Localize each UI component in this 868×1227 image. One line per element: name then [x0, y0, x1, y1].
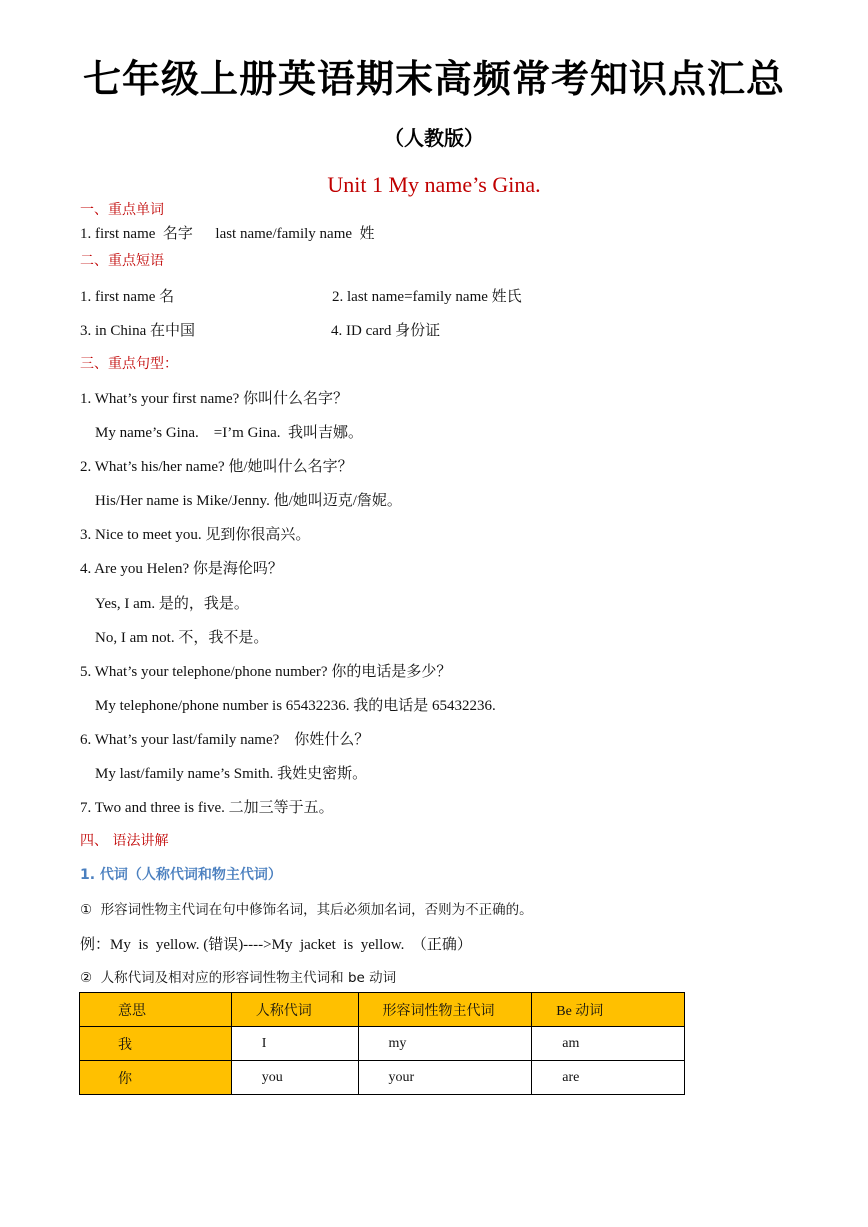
sentence-line: 3. Nice to meet you. 见到你很高兴。: [80, 527, 311, 543]
phrase-item: 3. in China 在中国: [80, 323, 195, 339]
grammar-example: 例：My is yellow. (错误)---->My jacket is yellow. （正确）: [80, 937, 472, 953]
document-subtitle: （人教版）: [384, 126, 484, 150]
section-heading-words: 一、重点单词: [80, 202, 164, 218]
grammar-point-1: ① 形容词性物主代词在句中修饰名词，其后必须加名词，否则为不正确的。: [80, 902, 533, 918]
table-cell: your: [358, 1061, 532, 1095]
sentence-line: 5. What’s your telephone/phone number? 你的电话是多少？: [80, 664, 452, 680]
sentence-line: His/Her name is Mike/Jenny. 他/她叫迈克/詹妮。: [95, 493, 402, 509]
grammar-point-2: ② 人称代词及相对应的形容词性物主代词和 be 动词: [80, 970, 397, 986]
sentence-line: 6. What’s your last/family name? 你姓什么？: [80, 732, 370, 748]
sentence-line: 7. Two and three is five. 二加三等于五。: [80, 800, 334, 816]
words-line: 1. first name 名字 last name/family name 姓: [80, 226, 375, 242]
sentence-line: My name’s Gina. =I’m Gina. 我叫吉娜。: [95, 425, 364, 441]
table-cell: my: [358, 1027, 532, 1061]
pronoun-table: [79, 992, 685, 1095]
sentence-line: No, I am not. 不，我不是。: [95, 630, 269, 646]
section-heading-grammar: 四、 语法讲解: [80, 833, 169, 849]
sentence-line: 4. Are you Helen? 你是海伦吗？: [80, 561, 283, 577]
table-row: [80, 1061, 685, 1095]
sentence-line: 1. What’s your first name? 你叫什么名字？: [80, 391, 349, 407]
sentence-line: My telephone/phone number is 65432236. 我的电话是 65432236.: [95, 698, 496, 714]
table-cell: am: [532, 1027, 685, 1061]
table-cell: I: [231, 1027, 358, 1061]
table-header-cell: 形容词性物主代词: [358, 993, 532, 1027]
sentence-line: My last/family name’s Smith. 我姓史密斯。: [95, 766, 368, 782]
table-cell: you: [231, 1061, 358, 1095]
phrase-item: 1. first name 名: [80, 289, 175, 305]
table-header-row: [80, 993, 685, 1027]
table-header-cell: 意思: [80, 993, 232, 1027]
unit-heading: Unit 1 My name’s Gina.: [327, 172, 541, 197]
section-heading-phrases: 二、重点短语: [80, 253, 164, 269]
table-cell: 我: [80, 1027, 232, 1061]
table-cell: 你: [80, 1061, 232, 1095]
section-heading-sentences: 三、重点句型：: [80, 356, 178, 372]
table-header-cell: 人称代词: [231, 993, 358, 1027]
grammar-subheading: 1. 代词（人称代词和物主代词）: [80, 867, 282, 883]
phrase-item: 2. last name=family name 姓氏: [332, 289, 522, 305]
table-row: [80, 1027, 685, 1061]
table-header-cell: Be 动词: [532, 993, 685, 1027]
phrase-item: 4. ID card 身份证: [331, 323, 441, 339]
table-cell: are: [532, 1061, 685, 1095]
sentence-line: 2. What’s his/her name? 他/她叫什么名字？: [80, 459, 353, 475]
document-title: 七年级上册英语期末高频常考知识点汇总: [82, 57, 785, 101]
sentence-line: Yes, I am. 是的，我是。: [95, 596, 249, 612]
